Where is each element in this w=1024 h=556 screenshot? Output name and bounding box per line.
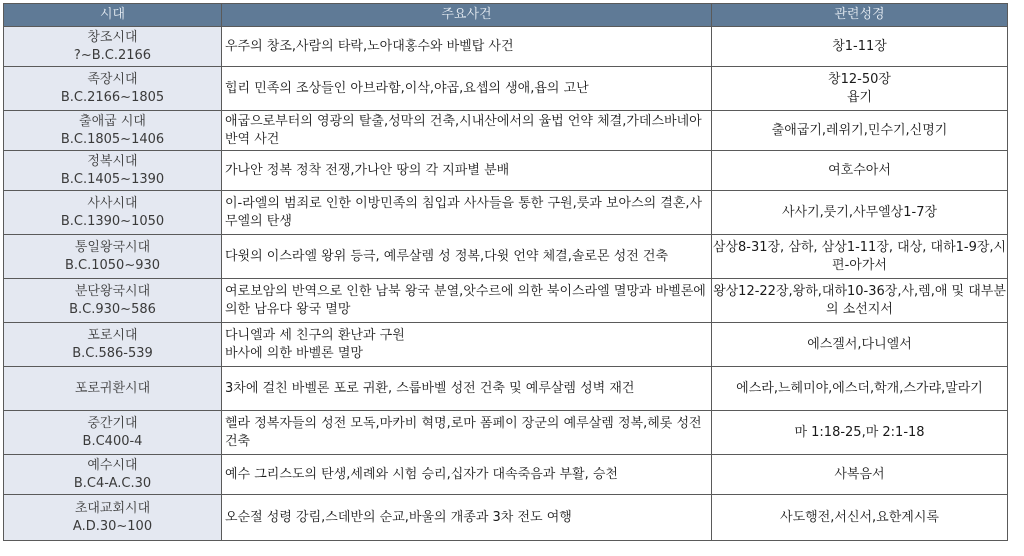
books-cell: 사복음서 xyxy=(712,455,1008,495)
era-cell xyxy=(4,191,222,235)
books-cell: 창1-11장 xyxy=(712,27,1008,67)
era-cell xyxy=(4,367,222,411)
header-era: 시대 xyxy=(4,4,222,27)
era-cell xyxy=(4,411,222,455)
era-date: B.C.1405~1390 xyxy=(60,171,165,187)
books-cell: 에스라,느헤미야,에스더,학개,스가랴,말라기 xyxy=(712,367,1008,411)
event-cell: 우주의 창조,사람의 타락,노아대홍수와 바벨탑 사건 xyxy=(222,27,712,67)
era-date: B.C.930~586 xyxy=(69,301,156,317)
era-name: 중간기대 xyxy=(87,415,138,431)
era-cell xyxy=(4,495,222,541)
era-cell xyxy=(4,67,222,111)
header-events: 주요사건 xyxy=(222,4,712,27)
books-cell: 왕상12-22장,왕하,대하10-36장,사,렘,애 및 대부분의 소선지서 xyxy=(712,279,1008,323)
era-name: 창조시대 xyxy=(87,29,138,45)
era-date: B.C400-4 xyxy=(82,433,143,449)
era-date: B.C.586-539 xyxy=(72,345,153,361)
event-cell: 오순절 성령 강림,스데반의 순교,바울의 개종과 3차 전도 여행 xyxy=(222,495,712,541)
books-cell: 창12-50장 욥기 xyxy=(712,67,1008,111)
books-cell: 마 1:18-25,마 2:1-18 xyxy=(712,411,1008,455)
era-name: 분단왕국시대 xyxy=(74,283,151,299)
books-cell: 에스겔서,다니엘서 xyxy=(712,323,1008,367)
event-cell: 이-라엘의 범죄로 인한 이방민족의 침입과 사사들을 통한 구원,룻과 보아스의 결혼,사무엘의 탄생 xyxy=(222,191,712,235)
era-name: 포로시대 xyxy=(87,327,138,343)
books-cell: 출애굽기,레위기,민수기,신명기 xyxy=(712,111,1008,151)
era-cell xyxy=(4,27,222,67)
era-name: 족장시대 xyxy=(87,71,138,87)
books-cell: 사도행전,서신서,요한계시록 xyxy=(712,495,1008,541)
era-name: 예수시대 xyxy=(87,457,138,473)
era-name: 통일왕국시대 xyxy=(74,239,151,255)
event-cell: 여로보암의 반역으로 인한 남북 왕국 분열,앗수르에 의한 북이스라엘 멸망과 바벨론에 의한 남유다 왕국 멸망 xyxy=(222,279,712,323)
table-row xyxy=(4,323,1008,367)
header-row xyxy=(4,4,1008,27)
era-cell xyxy=(4,323,222,367)
table-row xyxy=(4,67,1008,111)
era-name: 초대교회시대 xyxy=(74,500,151,516)
era-cell xyxy=(4,111,222,151)
event-cell: 헬라 정복자들의 성전 모독,마카비 혁명,로마 폼페이 장군의 예루살렘 정복,헤롯 성전 건축 xyxy=(222,411,712,455)
era-name: 정복시대 xyxy=(87,153,138,169)
table-row xyxy=(4,495,1008,541)
era-date: B.C4-A.C.30 xyxy=(73,475,152,491)
table-row xyxy=(4,235,1008,279)
bible-timeline-table xyxy=(3,3,1008,541)
books-cell: 삼상8-31장, 삼하, 삼상1-11장, 대상, 대하1-9장,시편-아가서 xyxy=(712,235,1008,279)
era-cell xyxy=(4,151,222,191)
table-row xyxy=(4,191,1008,235)
era-date: B.C.1390~1050 xyxy=(60,213,165,229)
table-body xyxy=(4,27,1008,541)
header-books: 관련성경 xyxy=(712,4,1008,27)
table-row xyxy=(4,151,1008,191)
table-row xyxy=(4,279,1008,323)
era-name: 출애굽 시대 xyxy=(79,113,146,129)
era-cell xyxy=(4,235,222,279)
table-row xyxy=(4,27,1008,67)
event-cell: 3차에 걸친 바벨론 포로 귀환, 스룹바벨 성전 건축 및 예루살렘 성벽 재건 xyxy=(222,367,712,411)
era-name: 사사시대 xyxy=(87,195,138,211)
event-cell: 예수 그리스도의 탄생,세례와 시험 승리,십자가 대속죽음과 부활, 승천 xyxy=(222,455,712,495)
era-date: B.C.1805~1406 xyxy=(60,131,165,147)
table-row xyxy=(4,111,1008,151)
era-cell xyxy=(4,455,222,495)
bible-timeline-table-container xyxy=(3,3,1008,541)
table-row xyxy=(4,367,1008,411)
event-cell: 애굽으로부터의 영광의 탈출,성막의 건축,시내산에서의 율법 언약 체결,가데스바네아 반역 사건 xyxy=(222,111,712,151)
era-date: B.C.1050~930 xyxy=(64,257,161,273)
books-cell: 사사기,룻기,사무엘상1-7장 xyxy=(712,191,1008,235)
event-cell: 다윗의 이스라엘 왕위 등극, 예루살렘 성 정복,다윗 언약 체결,솔로몬 성전 건축 xyxy=(222,235,712,279)
era-cell xyxy=(4,279,222,323)
event-cell: 다니엘과 세 친구의 환난과 구원 바사에 의한 바벨론 멸망 xyxy=(222,323,712,367)
table-row xyxy=(4,411,1008,455)
event-cell: 힙리 민족의 조상들인 아브라함,이삭,야곱,요셉의 생애,욥의 고난 xyxy=(222,67,712,111)
books-cell: 여호수아서 xyxy=(712,151,1008,191)
event-cell: 가나안 정복 정착 전쟁,가나안 땅의 각 지파별 분배 xyxy=(222,151,712,191)
era-date: ?~B.C.2166 xyxy=(73,47,152,63)
era-date: A.D.30~100 xyxy=(72,518,153,534)
era-name: 포로귀환시대 xyxy=(74,380,151,396)
table-row xyxy=(4,455,1008,495)
era-date: B.C.2166~1805 xyxy=(60,89,165,105)
